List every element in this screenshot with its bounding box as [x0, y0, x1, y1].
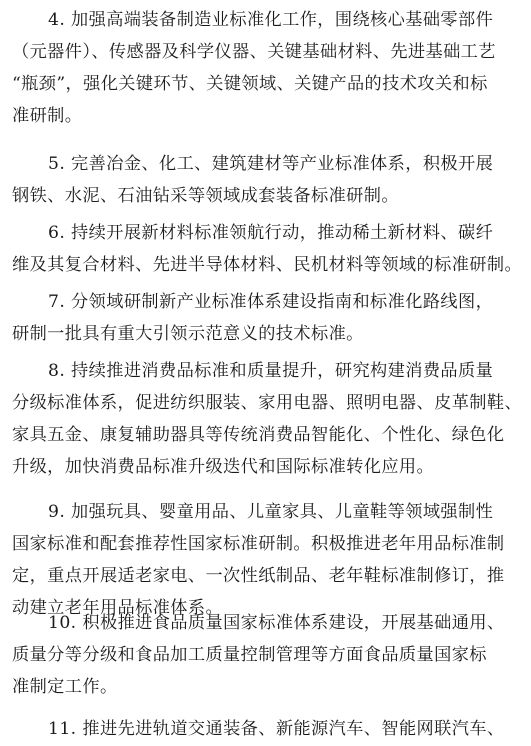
- paragraph-line: 9. 加强玩具、婴童用品、儿童家具、儿童鞋等领域强制性: [48, 502, 494, 522]
- paragraph-10: [12, 607, 505, 703]
- paragraph-line: 准研制。: [12, 106, 83, 126]
- paragraph-8: [12, 355, 522, 483]
- paragraph-11: [12, 713, 505, 745]
- paragraph-line: 4. 加强高端装备制造业标准化工作，围绕核心基础零部件: [48, 10, 494, 30]
- paragraph-line: 8. 持续推进消费品标准和质量提升，研究构建消费品质量: [48, 361, 494, 381]
- paragraph-4: [12, 4, 496, 132]
- paragraph-line: 钢铁、水泥、石油钻采等领域成套装备标准研制。: [12, 186, 399, 206]
- paragraph-line: 10. 积极推进食品质量国家标准体系建设，开展基础通用、: [48, 613, 505, 633]
- paragraph-line: 5. 完善冶金、化工、建筑建材等产业标准体系，积极开展: [48, 154, 494, 174]
- paragraph-line: 7. 分领域研制新产业标准体系建设指南和标准化路线图，: [48, 292, 494, 312]
- paragraph-line: 质量分等分级和食品加工质量控制管理等方面食品质量国家标: [12, 645, 487, 665]
- paragraph-9: [12, 496, 504, 624]
- paragraph-line: 家具五金、康复辅助器具等传统消费品智能化、个性化、绿色化: [12, 425, 505, 445]
- paragraph-line: 升级，加快消费品标准升级迭代和国际标准转化应用。: [12, 457, 435, 477]
- paragraph-line: 6. 持续开展新材料标准领航行动，推动稀土新材料、碳纤: [48, 223, 494, 243]
- paragraph-line: 定，重点开展适老家电、一次性纸制品、老年鞋标准制修订，推: [12, 566, 505, 586]
- paragraph-line: 分级标准体系，促进纺织服装、家用电器、照明电器、皮革制鞋、: [12, 393, 523, 413]
- paragraph-5: [12, 148, 493, 212]
- paragraph-line: 准制定工作。: [12, 677, 118, 697]
- paragraph-line: 动建立老年用品标准体系。: [12, 598, 224, 618]
- paragraph-line: “瓶颈”，强化关键环节、关键领域、关键产品的技术攻关和标: [12, 74, 488, 94]
- paragraph-line: 国家标准和配套推荐性国家标准研制。积极推进老年用品标准制: [12, 534, 505, 554]
- paragraph-6: [12, 217, 522, 281]
- paragraph-line: 研制一批具有重大引领示范意义的技术标准。: [12, 324, 364, 344]
- paragraph-7: [12, 286, 493, 350]
- paragraph-line: 11. 推进先进轨道交通装备、新能源汽车、智能网联汽车、: [48, 719, 505, 739]
- paragraph-line: 维及其复合材料、先进半导体材料、民机材料等领域的标准研制。: [12, 255, 523, 275]
- paragraph-line: （元器件）、传感器及科学仪器、关键基础材料、先进基础工艺: [12, 42, 496, 62]
